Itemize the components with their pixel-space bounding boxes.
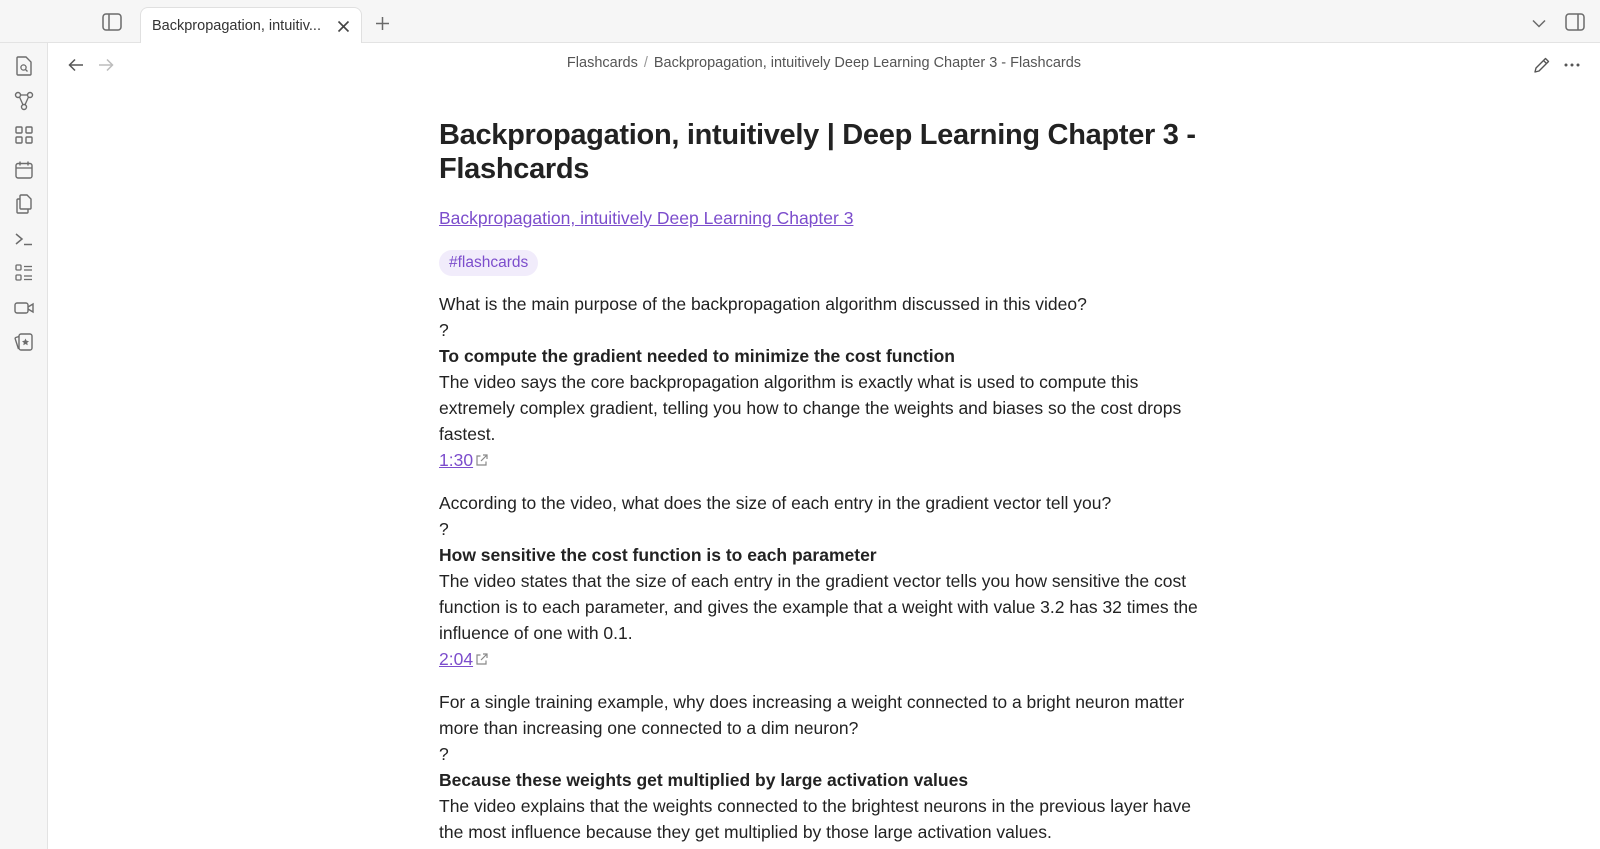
copy-icon[interactable] xyxy=(12,192,36,216)
breadcrumb xyxy=(48,55,1600,71)
breadcrumb-separator: / xyxy=(643,55,648,71)
card-question: What is the main purpose of the backpropagation algorithm discussed in this video? xyxy=(439,294,1087,314)
note-title: Backpropagation, intuitively | Deep Learning Chapter 3 - Flashcards xyxy=(439,119,1196,185)
card-answer: Because these weights get multiplied by large activation values xyxy=(439,770,969,790)
grid-icon[interactable] xyxy=(12,123,36,147)
external-link-icon xyxy=(475,448,488,474)
external-link-icon xyxy=(475,647,488,673)
main-view xyxy=(48,43,1600,849)
card-separator: ? xyxy=(439,519,449,539)
card-explanation: The video explains that the weights connected to the brightest neurons in the previous layer have the most influence because they get multiplied by those large activation values. xyxy=(439,796,1191,842)
card-question: According to the video, what does the size of each entry in the gradient vector tell you? xyxy=(439,493,1112,513)
graph-icon[interactable] xyxy=(12,89,36,113)
card-answer: To compute the gradient needed to minimize the cost function xyxy=(439,346,955,366)
calendar-icon[interactable] xyxy=(12,158,36,182)
chevron-down-icon[interactable] xyxy=(1528,12,1550,34)
card-separator: ? xyxy=(439,744,449,764)
flashcard xyxy=(439,291,1199,474)
file-search-icon[interactable] xyxy=(12,54,36,78)
flashcard xyxy=(439,689,1199,845)
close-icon[interactable] xyxy=(334,17,352,35)
terminal-icon[interactable] xyxy=(12,227,36,251)
card-explanation: The video states that the size of each entry in the gradient vector tells you how sensitive the cost function is to each parameter, and gives the example that a weight with value 3.2 has 32 times the influence of one with 0.1. xyxy=(439,571,1198,643)
breadcrumb-file[interactable]: Backpropagation, intuitively Deep Learning Chapter 3 - Flashcards xyxy=(653,55,1082,71)
note-content xyxy=(439,118,1199,845)
card-answer: How sensitive the cost function is to each parameter xyxy=(439,545,877,565)
tab-title: Backpropagation, intuitiv... xyxy=(152,18,321,34)
plus-icon[interactable] xyxy=(371,12,393,34)
flashcard xyxy=(439,490,1199,673)
sidebar-left-icon[interactable] xyxy=(101,11,123,33)
tab-active-note[interactable] xyxy=(140,7,362,44)
left-ribbon xyxy=(0,43,48,849)
source-link[interactable]: Backpropagation, intuitively Deep Learning Chapter 3 xyxy=(439,208,854,228)
card-explanation: The video says the core backpropagation algorithm is exactly what is used to compute this extremely complex gradient, telling you how to change the weights and biases so the cost drops fastest. xyxy=(439,372,1182,444)
title-bar xyxy=(0,0,1600,43)
card-separator: ? xyxy=(439,320,449,340)
card-question: For a single training example, why does increasing a weight connected to a bright neuron matter more than increasing one connected to a dim neuron? xyxy=(439,692,1185,738)
more-icon[interactable] xyxy=(1561,54,1583,76)
flashcards-icon[interactable] xyxy=(12,330,36,354)
video-icon[interactable] xyxy=(12,296,36,320)
timestamp-link[interactable]: 1:30 xyxy=(439,450,474,470)
pencil-icon[interactable] xyxy=(1531,54,1553,76)
sidebar-right-icon[interactable] xyxy=(1564,11,1586,33)
breadcrumb-folder[interactable]: Flashcards xyxy=(566,55,638,71)
list-icon[interactable] xyxy=(12,261,36,285)
tag-flashcards[interactable]: #flashcards xyxy=(439,250,538,276)
timestamp-link[interactable]: 2:04 xyxy=(439,649,474,669)
